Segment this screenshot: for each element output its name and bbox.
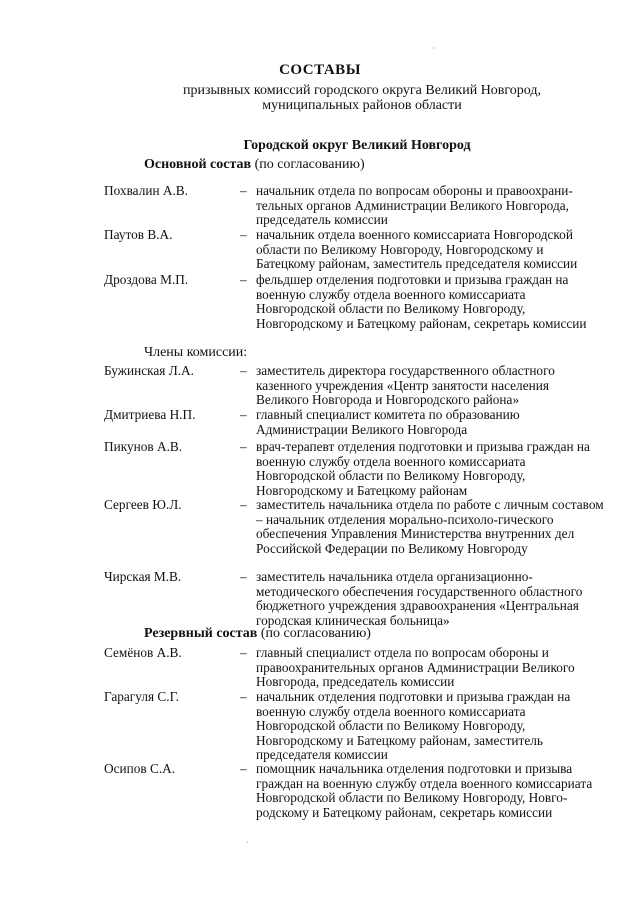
scan-speck: · bbox=[246, 838, 249, 847]
reserve-composition-heading bbox=[144, 626, 371, 642]
person-position: заместитель начальника отдела по работе с личным составом – начальник отделения морально-психоло-гического обеспечения Управления Министерства внутренних дел Российской Федерации по Великому Новгороду bbox=[256, 497, 604, 556]
dash: – bbox=[240, 272, 247, 287]
person-name: Сергеев Ю.Л. bbox=[104, 497, 182, 512]
person-name: Дроздова М.П. bbox=[104, 272, 189, 287]
main-composition-note: (по согласованию) bbox=[254, 157, 365, 172]
document-title: СОСТАВЫ bbox=[279, 62, 361, 78]
person-name: Чирская М.В. bbox=[104, 569, 182, 584]
dash: – bbox=[240, 363, 247, 378]
reserve-composition-note: (по согласованию) bbox=[260, 626, 371, 641]
dash: – bbox=[240, 439, 247, 454]
person-position: врач-терапевт отделения подготовки и призыва граждан на военную службу отдела военного комиссариата Новгородской области по Великому Новгороду, Новгородскому и Батецкому районам bbox=[256, 439, 590, 498]
dash: – bbox=[240, 407, 247, 422]
person-position: главный специалист комитета по образованию Администрации Великого Новгорода bbox=[256, 407, 520, 437]
person-position: главный специалист отдела по вопросам обороны и правоохранительных органов Администрации Великого Новгорода, председатель комиссии bbox=[256, 645, 575, 690]
document-subtitle bbox=[0, 83, 640, 113]
person-position: заместитель директора государственного областного казенного учреждения «Центр занятости населения Великого Новгорода и Новгородского района» bbox=[256, 363, 555, 408]
person-position: заместитель начальника отдела организационно-методического обеспечения государственного областного бюджетного учреждения здравоохранения «Центральная городская клиническая больница» bbox=[256, 569, 583, 628]
person-name: Гарагуля С.Г. bbox=[104, 689, 180, 704]
person-position: фельдшер отделения подготовки и призыва граждан на военную службу отдела военного комиссариата Новгородской области по Великому Новгороду, Новгородскому и Батецкому районам, секретарь комиссии bbox=[256, 272, 587, 331]
dash: – bbox=[240, 497, 247, 512]
person-position: начальник отдела по вопросам обороны и правоохрани-тельных органов Администрации Великого Новгорода, председатель комиссии bbox=[256, 183, 573, 228]
dash: – bbox=[240, 569, 247, 584]
subtitle-line-2: муниципальных районов области bbox=[262, 98, 462, 113]
subtitle-line-1: призывных комиссий городского округа Великий Новгород, bbox=[182, 83, 542, 98]
person-name: Семёнов А.В. bbox=[104, 645, 182, 660]
main-composition-heading bbox=[144, 157, 365, 173]
dash: – bbox=[240, 183, 247, 198]
members-heading: Члены комиссии: bbox=[144, 345, 248, 360]
person-position: начальник отдела военного комиссариата Новгородской области по Великому Новгороду, Новгородскому и Батецкому районам, заместитель председателя комиссии bbox=[256, 227, 578, 272]
person-name: Похвалин А.В. bbox=[104, 183, 189, 198]
person-name: Дмитриева Н.П. bbox=[104, 407, 196, 422]
scan-speck: · bbox=[432, 44, 435, 53]
person-name: Осипов С.А. bbox=[104, 761, 176, 776]
person-position: начальник отделения подготовки и призыва граждан на военную службу отдела военного комиссариата Новгородской области по Великому Новгороду, Новгородскому и Батецкому районам, заместитель председателя комиссии bbox=[256, 689, 571, 763]
person-name: Паутов В.А. bbox=[104, 227, 173, 242]
main-composition-label: Основной состав bbox=[144, 157, 252, 172]
reserve-composition-label: Резервный состав bbox=[144, 626, 258, 641]
dash: – bbox=[240, 645, 247, 660]
dash: – bbox=[240, 761, 247, 776]
person-position: помощник начальника отделения подготовки и призыва граждан на военную службу отдела военного комиссариата Новгородской области по Великому Новгороду, Новго-родскому и Батецкому районам, секретарь комиссии bbox=[256, 761, 593, 820]
person-name: Бужинская Л.А. bbox=[104, 363, 194, 378]
district-heading: Городской округ Великий Новгород bbox=[243, 138, 471, 153]
dash: – bbox=[240, 689, 247, 704]
person-name: Пикунов А.В. bbox=[104, 439, 183, 454]
dash: – bbox=[240, 227, 247, 242]
